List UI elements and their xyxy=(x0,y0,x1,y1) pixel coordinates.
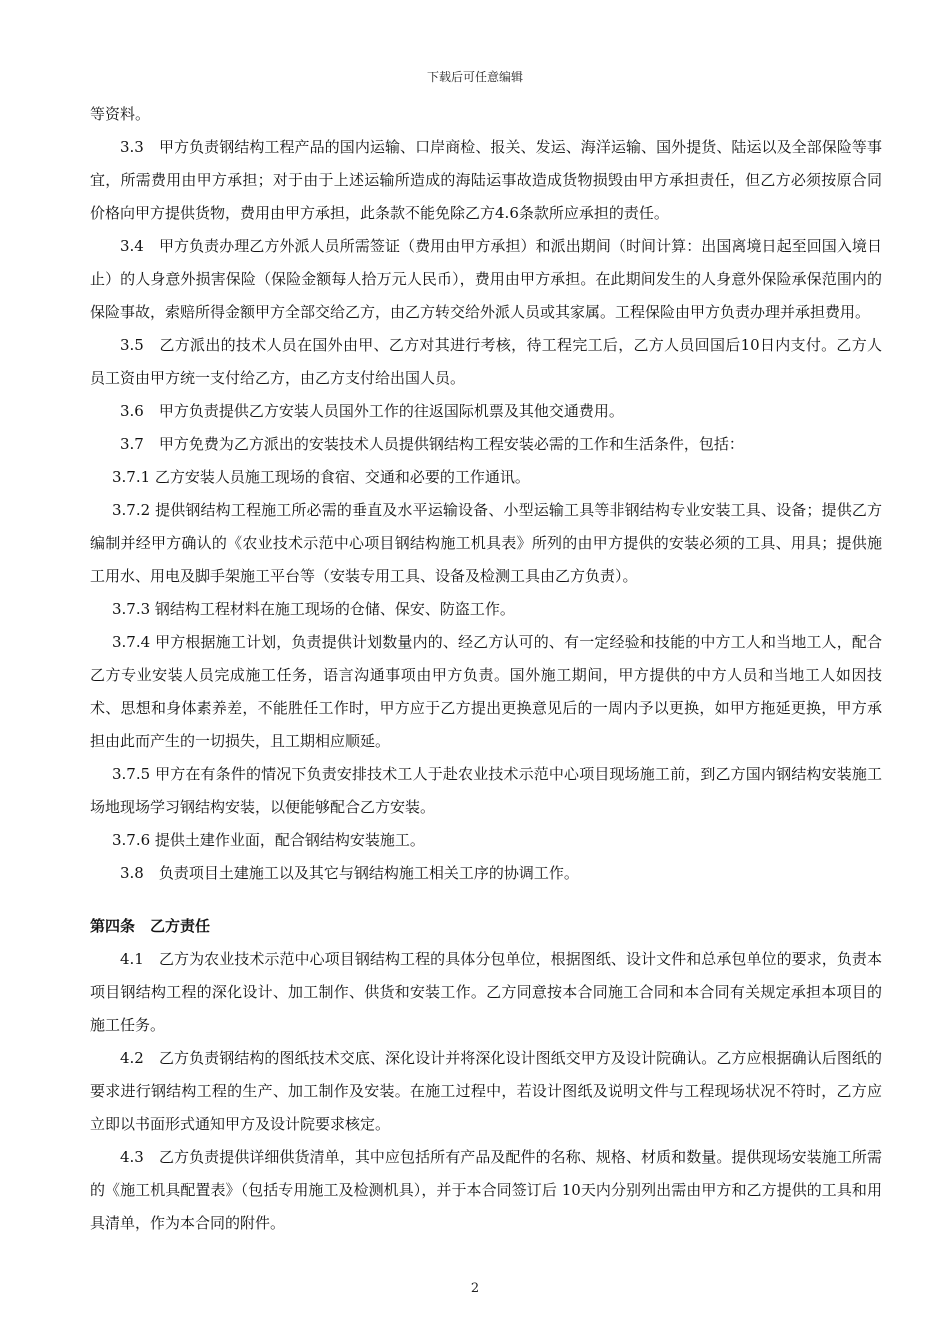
clause-3-8: 3.8 负责项目土建施工以及其它与钢结构施工相关工序的协调工作。 xyxy=(120,864,579,882)
clause-3-7-2: 3.7.2 提供钢结构工程施工所必需的垂直及水平运输设备、小型运输工具等非钢结构专业安装工具、设备；提供乙方编制并经甲方确认的《农业技术示范中心项目钢结构施工机具表》所列的由甲方提供的安装必须的工具、用具；提供施工用水、用电及脚手架施工平台等（安装专用工具、设备及检测工具由乙方负责）。 xyxy=(90,501,882,585)
section-4-heading: 第四条 乙方责任 xyxy=(90,917,211,935)
clause-3-7-3: 3.7.3 钢结构工程材料在施工现场的仓储、保安、防盗工作。 xyxy=(112,600,515,618)
clause-3-7-4: 3.7.4 甲方根据施工计划，负责提供计划数量内的、经乙方认可的、有一定经验和技能的中方工人和当地工人，配合乙方专业安装人员完成施工任务，语言沟通事项由甲方负责。国外施工期间，甲方提供的中方人员和当地工人如因技术、思想和身体素养差，不能胜任工作时，甲方应于乙方提出更换意见后的一周内予以更换，如甲方拖延更换，甲方承担由此而产生的一切损失，且工期相应顺延。 xyxy=(90,633,882,750)
clause-3-7: 3.7 甲方免费为乙方派出的安装技术人员提供钢结构工程安装必需的工作和生活条件，包括： xyxy=(120,435,744,453)
clause-3-7-5: 3.7.5 甲方在有条件的情况下负责安排技术工人于赴农业技术示范中心项目现场施工前，到乙方国内钢结构安装施工场地现场学习钢结构安装，以便能够配合乙方安装。 xyxy=(90,765,882,816)
clause-4-3: 4.3 乙方负责提供详细供货清单，其中应包括所有产品及配件的名称、规格、材质和数量。提供现场安装施工所需的《施工机具配置表》（包括专用施工及检测机具），并于本合同签订后 10天内分别列出需由甲方和乙方提供的工具和用具清单，作为本合同的附件。 xyxy=(90,1148,882,1232)
clause-3-7-6: 3.7.6 提供土建作业面，配合钢结构安装施工。 xyxy=(112,831,425,849)
paragraph-continuation: 等资料。 xyxy=(90,105,151,123)
document-body xyxy=(90,98,882,1240)
clause-4-2: 4.2 乙方负责钢结构的图纸技术交底、深化设计并将深化设计图纸交甲方及设计院确认。乙方应根据确认后图纸的要求进行钢结构工程的生产、加工制作及安装。在施工过程中，若设计图纸及说明文件与工程现场状况不符时，乙方应立即以书面形式通知甲方及设计院要求核定。 xyxy=(90,1049,882,1133)
clause-3-3: 3.3 甲方负责钢结构工程产品的国内运输、口岸商检、报关、发运、海洋运输、国外提货、陆运以及全部保险等事宜，所需费用由甲方承担；对于由于上述运输所造成的海陆运事故造成货物损毁由甲方承担责任，但乙方必须按原合同价格向甲方提供货物，费用由甲方承担，此条款不能免除乙方4.6条款所应承担的责任。 xyxy=(90,138,882,222)
clause-3-7-1: 3.7.1 乙方安装人员施工现场的食宿、交通和必要的工作通讯。 xyxy=(112,468,530,486)
clause-3-4: 3.4 甲方负责办理乙方外派人员所需签证（费用由甲方承担）和派出期间（时间计算：出国离境日起至回国入境日止）的人身意外损害保险（保险金额每人拾万元人民币），费用由甲方承担。在此期间发生的人身意外保险承保范围内的保险事故，索赔所得金额甲方全部交给乙方，由乙方转交给外派人员或其家属。工程保险由甲方负责办理并承担费用。 xyxy=(90,237,882,321)
page-number: 2 xyxy=(470,1281,480,1296)
clause-4-1: 4.1 乙方为农业技术示范中心项目钢结构工程的具体分包单位，根据图纸、设计文件和总承包单位的要求，负责本项目钢结构工程的深化设计、加工制作、供货和安装工作。乙方同意按本合同施工合同和本合同有关规定承担本项目的施工任务。 xyxy=(90,950,882,1034)
page-header: 下载后可任意编辑 xyxy=(426,70,523,84)
clause-3-5: 3.5 乙方派出的技术人员在国外由甲、乙方对其进行考核，待工程完工后，乙方人员回国后10日内支付。乙方人员工资由甲方统一支付给乙方，由乙方支付给出国人员。 xyxy=(90,336,882,387)
clause-3-6: 3.6 甲方负责提供乙方安装人员国外工作的往返国际机票及其他交通费用。 xyxy=(120,402,624,420)
